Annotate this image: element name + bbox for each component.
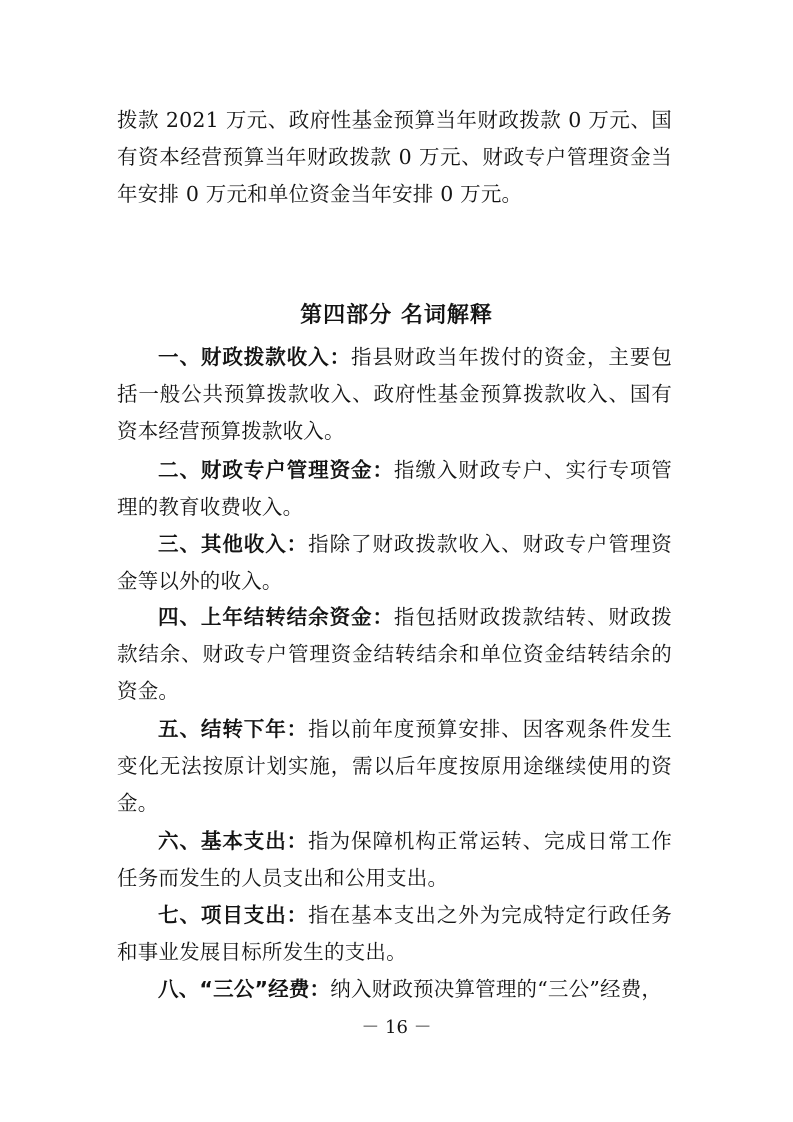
definition-text: 指为保障机构正常运转、完成日常工作任务而发生的人员支出和公用支出。 xyxy=(117,829,672,890)
definition-basic-expenditure xyxy=(117,823,672,897)
definition-text: 指以前年度预算安排、因客观条件发生变化无法按原计划实施，需以后年度按原用途继续使用的资金。 xyxy=(117,717,672,815)
definition-term: 六、基本支出： xyxy=(158,829,309,853)
definition-term: 四、上年结转结余资金： xyxy=(158,605,394,629)
definition-text: 指在基本支出之外为完成特定行政任务和事业发展目标所发生的支出。 xyxy=(117,903,672,964)
definition-text: 指包括财政拨款结转、财政拨款结余、财政专户管理资金结转结余和单位资金结转结余的资金。 xyxy=(117,605,672,703)
definition-special-account-funds xyxy=(117,452,672,526)
definition-text: 指除了财政拨款收入、财政专户管理资金等以外的收入。 xyxy=(117,532,672,593)
intro-paragraph: 拨款 2021 万元、政府性基金预算当年财政拨款 0 万元、国有资本经营预算当年财政拨款 0 万元、财政专户管理资金当年安排 0 万元和单位资金当年安排 0 万元。 xyxy=(117,108,672,206)
definition-term: 一、财政拨款收入： xyxy=(158,345,352,369)
definition-carry-to-next-year xyxy=(117,711,672,822)
definition-term: 五、结转下年： xyxy=(158,717,309,741)
definition-term: 二、财政专户管理资金： xyxy=(158,458,394,482)
definition-text: 指县财政当年拨付的资金，主要包括一般公共预算拨款收入、政府性基金预算拨款收入、国有资本经营预算拨款收入。 xyxy=(117,345,672,443)
definition-project-expenditure xyxy=(117,897,672,971)
definition-three-public-expenses xyxy=(117,971,672,1008)
page-number: － 16 － xyxy=(361,1017,432,1038)
section-title: 第四部分 名词解释 xyxy=(300,303,493,328)
definition-financial-appropriation xyxy=(117,339,672,450)
definition-term: 七、项目支出： xyxy=(158,903,309,927)
definition-text: 纳入财政预决算管理的“三公”经费， xyxy=(330,977,663,1001)
definition-other-income xyxy=(117,526,672,600)
definition-term: 三、其他收入： xyxy=(158,532,309,556)
definition-text: 指缴入财政专户、实行专项管理的教育收费收入。 xyxy=(117,458,672,519)
definition-carryover-balance xyxy=(117,599,672,710)
definition-term: 八、“三公”经费： xyxy=(158,977,331,1001)
